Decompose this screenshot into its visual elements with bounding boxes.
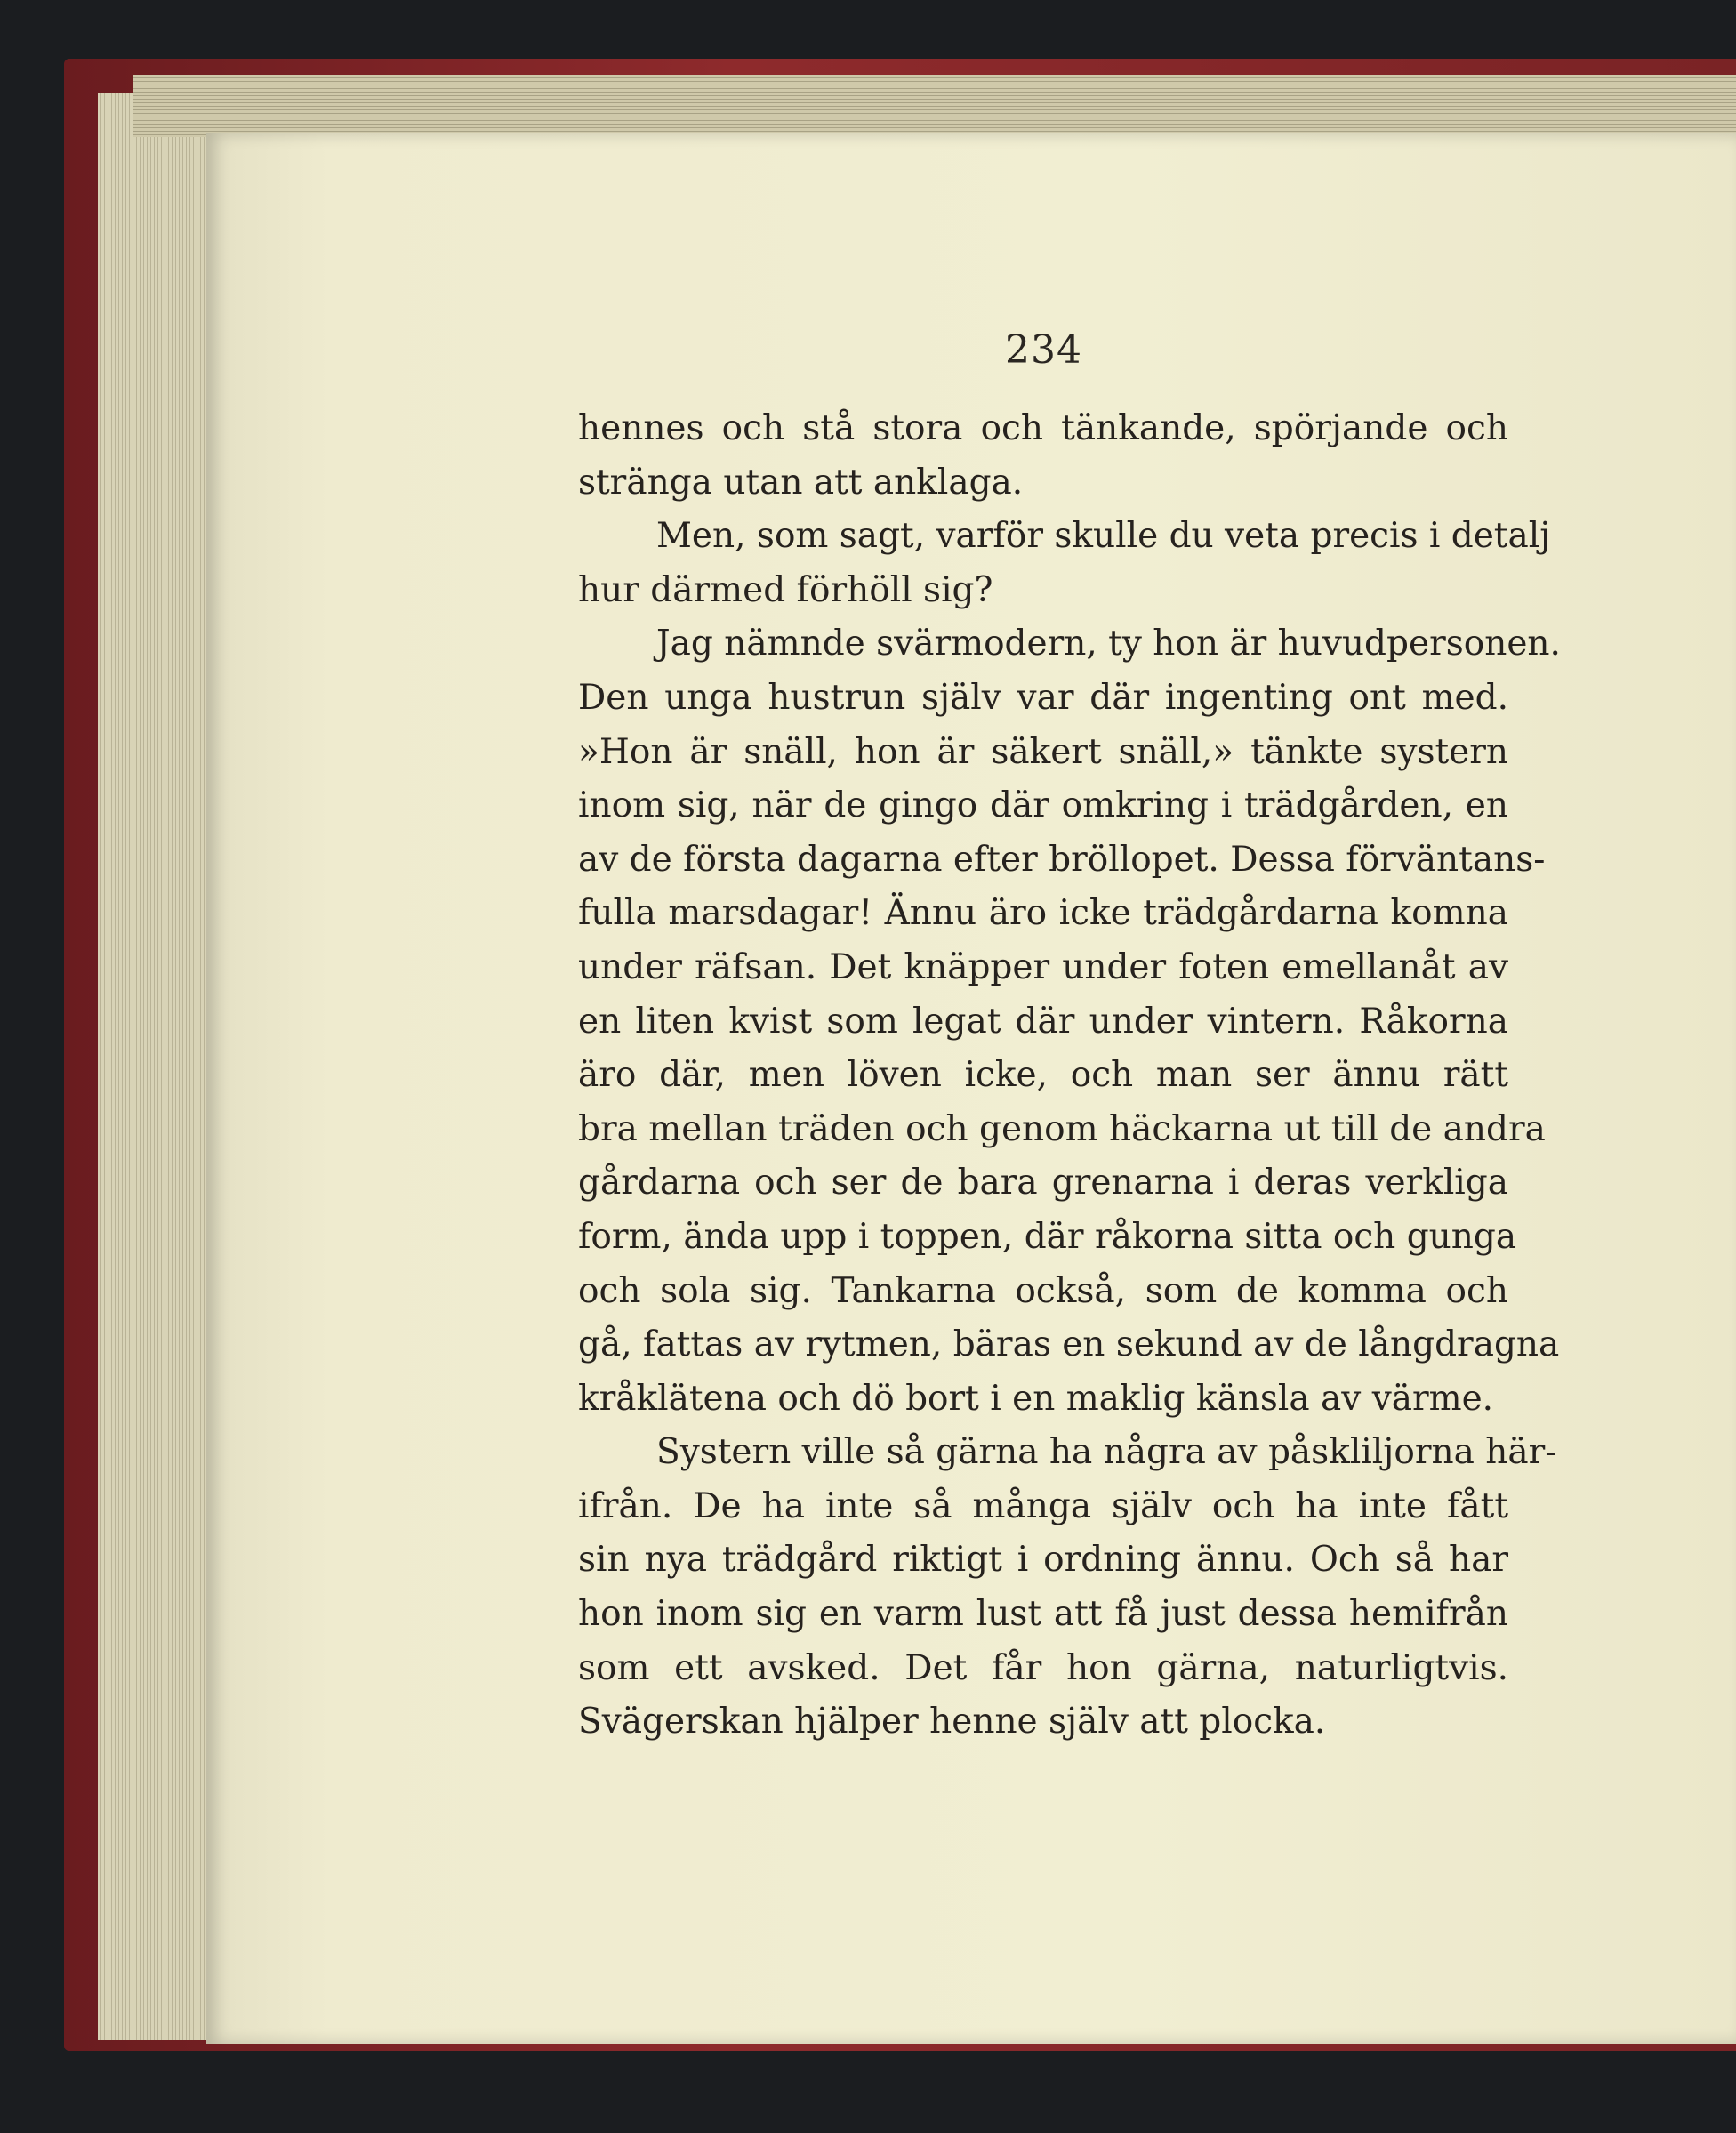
text-line: »Hon är snäll, hon är säkert snäll,» tänkte systern [578, 731, 1508, 772]
text-line: gårdarna och ser de bara grenarna i deras verkliga [578, 1163, 1508, 1203]
page-edges-top [133, 75, 1736, 137]
text-line: stränga utan att anklaga. [578, 462, 1024, 503]
text-line: hur därmed förhöll sig? [578, 569, 993, 610]
text-line: Men, som sagt, varför skulle du veta precis i detalj [656, 516, 1551, 557]
body-text [578, 402, 1561, 1750]
text-line: hon inom sig en varm lust att få just dessa hemifrån [578, 1594, 1508, 1635]
text-line: kråklätena och dö bort i en maklig känsla av värme. [578, 1378, 1494, 1419]
page-number: 234 [1005, 327, 1082, 373]
text-line: bra mellan träden och genom häckarna ut till de andra [578, 1108, 1546, 1149]
text-line: under räfsan. Det knäpper under foten emellanåt av [578, 946, 1508, 987]
text-line: Den unga hustrun själv var där ingenting ont med. [578, 677, 1508, 718]
text-line: Jag nämnde svärmodern, ty hon är huvudpersonen. [656, 624, 1561, 664]
text-line: fulla marsdagar! Ännu äro icke trädgårdarna komna [578, 893, 1508, 934]
text-line: ifrån. De ha inte så många själv och ha inte fått [578, 1485, 1508, 1526]
text-line: som ett avsked. Det får hon gärna, naturligtvis. [578, 1647, 1508, 1688]
text-line: Systern ville så gärna ha några av påskliljorna här- [656, 1432, 1557, 1473]
text-line: sin nya trädgård riktigt i ordning ännu. Och så har [578, 1540, 1508, 1581]
text-line: äro där, men löven icke, och man ser ännu rätt [578, 1055, 1508, 1096]
text-line: en liten kvist som legat där under vintern. Råkorna [578, 1001, 1508, 1042]
text-line: inom sig, när de gingo där omkring i trädgården, en [578, 785, 1508, 826]
text-line: form, ända upp i toppen, där råkorna sitta och gunga [578, 1216, 1517, 1257]
text-line: gå, fattas av rytmen, bäras en sekund av de långdragna [578, 1324, 1560, 1365]
text-line: Svägerskan hjälper henne själv att plocka. [578, 1702, 1326, 1743]
text-line: hennes och stå stora och tänkande, spörjande och [578, 408, 1508, 448]
text-line: och sola sig. Tankarna också, som de komma och [578, 1270, 1508, 1311]
text-line: av de första dagarna efter bröllopet. Dessa förväntans- [578, 839, 1546, 880]
